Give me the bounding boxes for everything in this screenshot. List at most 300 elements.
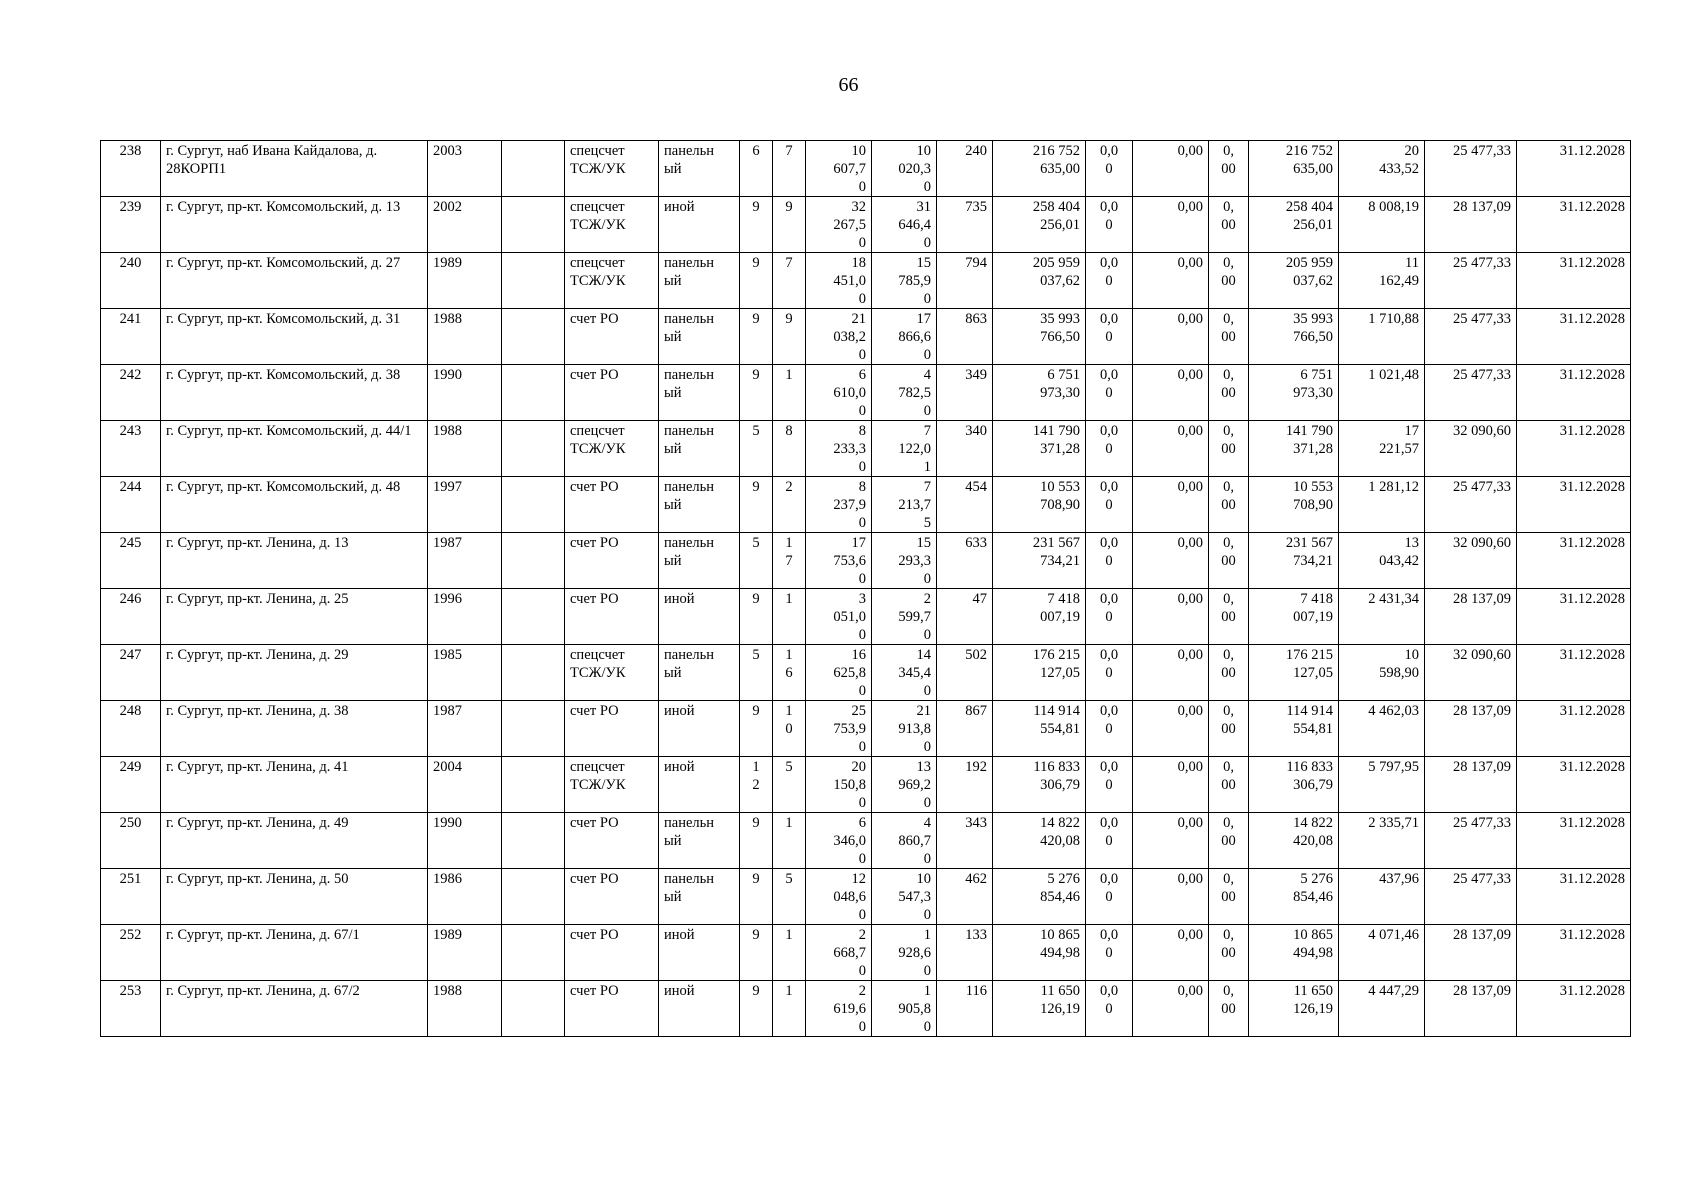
- row-number-cell: 248: [101, 701, 161, 757]
- cost-part-c-cell: 0, 00: [1209, 981, 1249, 1037]
- cost-total-cell: 258 404 256,01: [993, 197, 1086, 253]
- wall-material-cell: панельн ый: [659, 533, 740, 589]
- table-row: [101, 981, 1631, 1037]
- table-row: [101, 533, 1631, 589]
- unit-cost-cell: 13 043,42: [1339, 533, 1425, 589]
- deadline-cell: 31.12.2028: [1517, 813, 1631, 869]
- cost-part-c-cell: 0, 00: [1209, 421, 1249, 477]
- floors-count-cell: 9: [740, 253, 773, 309]
- cost-part-c-cell: 0, 00: [1209, 365, 1249, 421]
- cost-part-c-cell: 0, 00: [1209, 589, 1249, 645]
- living-area-cell: 10 020,3 0: [872, 141, 937, 197]
- wall-material-cell: панельн ый: [659, 645, 740, 701]
- max-unit-cost-cell: 28 137,09: [1425, 701, 1517, 757]
- table-row: [101, 701, 1631, 757]
- residents-count-cell: 47: [937, 589, 993, 645]
- wall-material-cell: иной: [659, 757, 740, 813]
- wall-material-cell: панельн ый: [659, 309, 740, 365]
- year-built-cell: 1987: [428, 701, 502, 757]
- total-area-cell: 6 610,0 0: [806, 365, 872, 421]
- entrances-count-cell: 1: [773, 589, 806, 645]
- cost-own-funds-cell: 176 215 127,05: [1249, 645, 1339, 701]
- deadline-cell: 31.12.2028: [1517, 981, 1631, 1037]
- cost-part-c-cell: 0, 00: [1209, 253, 1249, 309]
- cost-part-c-cell: 0, 00: [1209, 701, 1249, 757]
- cost-part-b-cell: 0,00: [1133, 645, 1209, 701]
- cost-own-funds-cell: 14 822 420,08: [1249, 813, 1339, 869]
- address-cell: г. Сургут, пр-кт. Ленина, д. 67/1: [161, 925, 428, 981]
- year-built-cell: 1996: [428, 589, 502, 645]
- total-area-cell: 20 150,8 0: [806, 757, 872, 813]
- address-cell: г. Сургут, пр-кт. Комсомольский, д. 31: [161, 309, 428, 365]
- cost-total-cell: 14 822 420,08: [993, 813, 1086, 869]
- table-row: [101, 813, 1631, 869]
- cost-own-funds-cell: 116 833 306,79: [1249, 757, 1339, 813]
- entrances-count-cell: 9: [773, 309, 806, 365]
- cost-total-cell: 10 553 708,90: [993, 477, 1086, 533]
- floors-count-cell: 9: [740, 309, 773, 365]
- unit-cost-cell: 437,96: [1339, 869, 1425, 925]
- fund-account-cell: спецсчет ТСЖ/УК: [565, 757, 659, 813]
- living-area-cell: 31 646,4 0: [872, 197, 937, 253]
- cost-part-a-cell: 0,0 0: [1086, 813, 1133, 869]
- table-row: [101, 365, 1631, 421]
- empty-cell-cell: [502, 869, 565, 925]
- living-area-cell: 21 913,8 0: [872, 701, 937, 757]
- cost-part-c-cell: 0, 00: [1209, 197, 1249, 253]
- cost-part-b-cell: 0,00: [1133, 701, 1209, 757]
- cost-total-cell: 176 215 127,05: [993, 645, 1086, 701]
- living-area-cell: 2 599,7 0: [872, 589, 937, 645]
- wall-material-cell: иной: [659, 589, 740, 645]
- cost-part-b-cell: 0,00: [1133, 925, 1209, 981]
- cost-own-funds-cell: 216 752 635,00: [1249, 141, 1339, 197]
- cost-total-cell: 141 790 371,28: [993, 421, 1086, 477]
- living-area-cell: 4 860,7 0: [872, 813, 937, 869]
- cost-own-funds-cell: 205 959 037,62: [1249, 253, 1339, 309]
- residents-count-cell: 794: [937, 253, 993, 309]
- row-number-cell: 251: [101, 869, 161, 925]
- unit-cost-cell: 5 797,95: [1339, 757, 1425, 813]
- deadline-cell: 31.12.2028: [1517, 645, 1631, 701]
- total-area-cell: 2 668,7 0: [806, 925, 872, 981]
- cost-part-a-cell: 0,0 0: [1086, 645, 1133, 701]
- cost-part-c-cell: 0, 00: [1209, 813, 1249, 869]
- year-built-cell: 1986: [428, 869, 502, 925]
- entrances-count-cell: 7: [773, 141, 806, 197]
- cost-total-cell: 7 418 007,19: [993, 589, 1086, 645]
- address-cell: г. Сургут, пр-кт. Комсомольский, д. 38: [161, 365, 428, 421]
- cost-part-b-cell: 0,00: [1133, 981, 1209, 1037]
- table-row: [101, 309, 1631, 365]
- deadline-cell: 31.12.2028: [1517, 589, 1631, 645]
- year-built-cell: 1985: [428, 645, 502, 701]
- max-unit-cost-cell: 32 090,60: [1425, 533, 1517, 589]
- max-unit-cost-cell: 32 090,60: [1425, 421, 1517, 477]
- residents-count-cell: 343: [937, 813, 993, 869]
- cost-part-c-cell: 0, 00: [1209, 869, 1249, 925]
- residents-count-cell: 240: [937, 141, 993, 197]
- fund-account-cell: спецсчет ТСЖ/УК: [565, 253, 659, 309]
- residents-count-cell: 863: [937, 309, 993, 365]
- cost-total-cell: 205 959 037,62: [993, 253, 1086, 309]
- unit-cost-cell: 11 162,49: [1339, 253, 1425, 309]
- table-row: [101, 589, 1631, 645]
- cost-part-b-cell: 0,00: [1133, 197, 1209, 253]
- cost-total-cell: 216 752 635,00: [993, 141, 1086, 197]
- cost-total-cell: 35 993 766,50: [993, 309, 1086, 365]
- cost-part-a-cell: 0,0 0: [1086, 589, 1133, 645]
- living-area-cell: 15 293,3 0: [872, 533, 937, 589]
- max-unit-cost-cell: 28 137,09: [1425, 925, 1517, 981]
- wall-material-cell: панельн ый: [659, 869, 740, 925]
- entrances-count-cell: 9: [773, 197, 806, 253]
- cost-part-c-cell: 0, 00: [1209, 141, 1249, 197]
- empty-cell-cell: [502, 701, 565, 757]
- total-area-cell: 18 451,0 0: [806, 253, 872, 309]
- row-number-cell: 240: [101, 253, 161, 309]
- empty-cell-cell: [502, 421, 565, 477]
- row-number-cell: 239: [101, 197, 161, 253]
- living-area-cell: 1 928,6 0: [872, 925, 937, 981]
- total-area-cell: 21 038,2 0: [806, 309, 872, 365]
- cost-own-funds-cell: 258 404 256,01: [1249, 197, 1339, 253]
- cost-total-cell: 231 567 734,21: [993, 533, 1086, 589]
- wall-material-cell: панельн ый: [659, 813, 740, 869]
- registry-body: [101, 141, 1631, 1037]
- residents-count-cell: 462: [937, 869, 993, 925]
- address-cell: г. Сургут, пр-кт. Ленина, д. 67/2: [161, 981, 428, 1037]
- residents-count-cell: 116: [937, 981, 993, 1037]
- table-row: [101, 477, 1631, 533]
- row-number-cell: 247: [101, 645, 161, 701]
- cost-own-funds-cell: 11 650 126,19: [1249, 981, 1339, 1037]
- wall-material-cell: панельн ый: [659, 477, 740, 533]
- total-area-cell: 10 607,7 0: [806, 141, 872, 197]
- max-unit-cost-cell: 28 137,09: [1425, 197, 1517, 253]
- empty-cell-cell: [502, 141, 565, 197]
- wall-material-cell: иной: [659, 701, 740, 757]
- wall-material-cell: иной: [659, 981, 740, 1037]
- cost-part-b-cell: 0,00: [1133, 869, 1209, 925]
- empty-cell-cell: [502, 197, 565, 253]
- residents-count-cell: 633: [937, 533, 993, 589]
- entrances-count-cell: 1: [773, 365, 806, 421]
- fund-account-cell: спецсчет ТСЖ/УК: [565, 197, 659, 253]
- max-unit-cost-cell: 25 477,33: [1425, 813, 1517, 869]
- deadline-cell: 31.12.2028: [1517, 365, 1631, 421]
- total-area-cell: 8 237,9 0: [806, 477, 872, 533]
- living-area-cell: 13 969,2 0: [872, 757, 937, 813]
- floors-count-cell: 5: [740, 645, 773, 701]
- cost-part-a-cell: 0,0 0: [1086, 141, 1133, 197]
- total-area-cell: 32 267,5 0: [806, 197, 872, 253]
- cost-own-funds-cell: 6 751 973,30: [1249, 365, 1339, 421]
- total-area-cell: 25 753,9 0: [806, 701, 872, 757]
- floors-count-cell: 5: [740, 533, 773, 589]
- unit-cost-cell: 17 221,57: [1339, 421, 1425, 477]
- year-built-cell: 1990: [428, 365, 502, 421]
- fund-account-cell: счет РО: [565, 981, 659, 1037]
- floors-count-cell: 9: [740, 701, 773, 757]
- fund-account-cell: счет РО: [565, 869, 659, 925]
- deadline-cell: 31.12.2028: [1517, 925, 1631, 981]
- cost-total-cell: 10 865 494,98: [993, 925, 1086, 981]
- floors-count-cell: 9: [740, 477, 773, 533]
- fund-account-cell: счет РО: [565, 701, 659, 757]
- cost-part-b-cell: 0,00: [1133, 533, 1209, 589]
- unit-cost-cell: 8 008,19: [1339, 197, 1425, 253]
- unit-cost-cell: 1 281,12: [1339, 477, 1425, 533]
- entrances-count-cell: 2: [773, 477, 806, 533]
- cost-part-a-cell: 0,0 0: [1086, 925, 1133, 981]
- floors-count-cell: 9: [740, 925, 773, 981]
- living-area-cell: 15 785,9 0: [872, 253, 937, 309]
- row-number-cell: 253: [101, 981, 161, 1037]
- cost-total-cell: 114 914 554,81: [993, 701, 1086, 757]
- empty-cell-cell: [502, 981, 565, 1037]
- deadline-cell: 31.12.2028: [1517, 197, 1631, 253]
- deadline-cell: 31.12.2028: [1517, 477, 1631, 533]
- address-cell: г. Сургут, пр-кт. Ленина, д. 49: [161, 813, 428, 869]
- entrances-count-cell: 1: [773, 925, 806, 981]
- cost-part-a-cell: 0,0 0: [1086, 533, 1133, 589]
- address-cell: г. Сургут, пр-кт. Ленина, д. 38: [161, 701, 428, 757]
- entrances-count-cell: 1 7: [773, 533, 806, 589]
- year-built-cell: 1990: [428, 813, 502, 869]
- total-area-cell: 6 346,0 0: [806, 813, 872, 869]
- residents-count-cell: 340: [937, 421, 993, 477]
- residents-count-cell: 502: [937, 645, 993, 701]
- empty-cell-cell: [502, 757, 565, 813]
- cost-own-funds-cell: 10 865 494,98: [1249, 925, 1339, 981]
- living-area-cell: 17 866,6 0: [872, 309, 937, 365]
- cost-part-c-cell: 0, 00: [1209, 533, 1249, 589]
- cost-total-cell: 116 833 306,79: [993, 757, 1086, 813]
- fund-account-cell: счет РО: [565, 477, 659, 533]
- entrances-count-cell: 8: [773, 421, 806, 477]
- living-area-cell: 4 782,5 0: [872, 365, 937, 421]
- fund-account-cell: спецсчет ТСЖ/УК: [565, 421, 659, 477]
- cost-part-a-cell: 0,0 0: [1086, 253, 1133, 309]
- cost-part-b-cell: 0,00: [1133, 757, 1209, 813]
- cost-part-b-cell: 0,00: [1133, 309, 1209, 365]
- cost-part-a-cell: 0,0 0: [1086, 757, 1133, 813]
- row-number-cell: 241: [101, 309, 161, 365]
- year-built-cell: 1988: [428, 981, 502, 1037]
- cost-part-b-cell: 0,00: [1133, 813, 1209, 869]
- fund-account-cell: счет РО: [565, 533, 659, 589]
- cost-total-cell: 5 276 854,46: [993, 869, 1086, 925]
- entrances-count-cell: 1 6: [773, 645, 806, 701]
- deadline-cell: 31.12.2028: [1517, 701, 1631, 757]
- total-area-cell: 17 753,6 0: [806, 533, 872, 589]
- fund-account-cell: счет РО: [565, 925, 659, 981]
- cost-own-funds-cell: 114 914 554,81: [1249, 701, 1339, 757]
- cost-part-b-cell: 0,00: [1133, 421, 1209, 477]
- table-row: [101, 421, 1631, 477]
- wall-material-cell: панельн ый: [659, 141, 740, 197]
- floors-count-cell: 9: [740, 981, 773, 1037]
- table-row: [101, 197, 1631, 253]
- empty-cell-cell: [502, 253, 565, 309]
- living-area-cell: 10 547,3 0: [872, 869, 937, 925]
- year-built-cell: 1989: [428, 253, 502, 309]
- deadline-cell: 31.12.2028: [1517, 869, 1631, 925]
- floors-count-cell: 9: [740, 869, 773, 925]
- max-unit-cost-cell: 25 477,33: [1425, 253, 1517, 309]
- cost-part-c-cell: 0, 00: [1209, 757, 1249, 813]
- deadline-cell: 31.12.2028: [1517, 421, 1631, 477]
- cost-own-funds-cell: 141 790 371,28: [1249, 421, 1339, 477]
- wall-material-cell: иной: [659, 197, 740, 253]
- cost-part-a-cell: 0,0 0: [1086, 701, 1133, 757]
- unit-cost-cell: 4 447,29: [1339, 981, 1425, 1037]
- row-number-cell: 250: [101, 813, 161, 869]
- address-cell: г. Сургут, пр-кт. Комсомольский, д. 44/1: [161, 421, 428, 477]
- cost-part-c-cell: 0, 00: [1209, 645, 1249, 701]
- empty-cell-cell: [502, 645, 565, 701]
- unit-cost-cell: 4 462,03: [1339, 701, 1425, 757]
- row-number-cell: 244: [101, 477, 161, 533]
- wall-material-cell: панельн ый: [659, 365, 740, 421]
- fund-account-cell: счет РО: [565, 813, 659, 869]
- table-row: [101, 925, 1631, 981]
- floors-count-cell: 9: [740, 813, 773, 869]
- cost-part-b-cell: 0,00: [1133, 477, 1209, 533]
- table-row: [101, 141, 1631, 197]
- unit-cost-cell: 2 431,34: [1339, 589, 1425, 645]
- floors-count-cell: 5: [740, 421, 773, 477]
- unit-cost-cell: 2 335,71: [1339, 813, 1425, 869]
- empty-cell-cell: [502, 925, 565, 981]
- cost-part-b-cell: 0,00: [1133, 253, 1209, 309]
- floors-count-cell: 9: [740, 197, 773, 253]
- cost-part-b-cell: 0,00: [1133, 589, 1209, 645]
- cost-part-c-cell: 0, 00: [1209, 925, 1249, 981]
- empty-cell-cell: [502, 477, 565, 533]
- cost-part-c-cell: 0, 00: [1209, 477, 1249, 533]
- cost-part-a-cell: 0,0 0: [1086, 869, 1133, 925]
- fund-account-cell: спецсчет ТСЖ/УК: [565, 141, 659, 197]
- row-number-cell: 242: [101, 365, 161, 421]
- page-number: 66: [838, 74, 859, 96]
- address-cell: г. Сургут, пр-кт. Ленина, д. 41: [161, 757, 428, 813]
- max-unit-cost-cell: 25 477,33: [1425, 141, 1517, 197]
- address-cell: г. Сургут, наб Ивана Кайдалова, д. 28КОРП1: [161, 141, 428, 197]
- row-number-cell: 246: [101, 589, 161, 645]
- address-cell: г. Сургут, пр-кт. Комсомольский, д. 48: [161, 477, 428, 533]
- max-unit-cost-cell: 25 477,33: [1425, 309, 1517, 365]
- floors-count-cell: 9: [740, 365, 773, 421]
- address-cell: г. Сургут, пр-кт. Ленина, д. 29: [161, 645, 428, 701]
- residents-count-cell: 735: [937, 197, 993, 253]
- max-unit-cost-cell: 28 137,09: [1425, 589, 1517, 645]
- cost-part-b-cell: 0,00: [1133, 365, 1209, 421]
- row-number-cell: 238: [101, 141, 161, 197]
- address-cell: г. Сургут, пр-кт. Ленина, д. 13: [161, 533, 428, 589]
- unit-cost-cell: 20 433,52: [1339, 141, 1425, 197]
- table-row: [101, 253, 1631, 309]
- total-area-cell: 8 233,3 0: [806, 421, 872, 477]
- cost-own-funds-cell: 7 418 007,19: [1249, 589, 1339, 645]
- total-area-cell: 12 048,6 0: [806, 869, 872, 925]
- living-area-cell: 7 213,7 5: [872, 477, 937, 533]
- residents-count-cell: 867: [937, 701, 993, 757]
- empty-cell-cell: [502, 533, 565, 589]
- cost-part-a-cell: 0,0 0: [1086, 981, 1133, 1037]
- row-number-cell: 249: [101, 757, 161, 813]
- floors-count-cell: 6: [740, 141, 773, 197]
- residents-count-cell: 349: [937, 365, 993, 421]
- total-area-cell: 2 619,6 0: [806, 981, 872, 1037]
- year-built-cell: 1987: [428, 533, 502, 589]
- cost-part-a-cell: 0,0 0: [1086, 365, 1133, 421]
- cost-part-b-cell: 0,00: [1133, 141, 1209, 197]
- empty-cell-cell: [502, 589, 565, 645]
- fund-account-cell: счет РО: [565, 365, 659, 421]
- unit-cost-cell: 10 598,90: [1339, 645, 1425, 701]
- living-area-cell: 14 345,4 0: [872, 645, 937, 701]
- year-built-cell: 2002: [428, 197, 502, 253]
- cost-own-funds-cell: 35 993 766,50: [1249, 309, 1339, 365]
- address-cell: г. Сургут, пр-кт. Ленина, д. 25: [161, 589, 428, 645]
- cost-part-a-cell: 0,0 0: [1086, 421, 1133, 477]
- floors-count-cell: 1 2: [740, 757, 773, 813]
- address-cell: г. Сургут, пр-кт. Комсомольский, д. 13: [161, 197, 428, 253]
- fund-account-cell: спецсчет ТСЖ/УК: [565, 645, 659, 701]
- unit-cost-cell: 1 710,88: [1339, 309, 1425, 365]
- row-number-cell: 243: [101, 421, 161, 477]
- empty-cell-cell: [502, 309, 565, 365]
- empty-cell-cell: [502, 365, 565, 421]
- entrances-count-cell: 1: [773, 813, 806, 869]
- living-area-cell: 1 905,8 0: [872, 981, 937, 1037]
- max-unit-cost-cell: 32 090,60: [1425, 645, 1517, 701]
- empty-cell-cell: [502, 813, 565, 869]
- table-row: [101, 645, 1631, 701]
- residents-count-cell: 454: [937, 477, 993, 533]
- total-area-cell: 16 625,8 0: [806, 645, 872, 701]
- row-number-cell: 252: [101, 925, 161, 981]
- deadline-cell: 31.12.2028: [1517, 253, 1631, 309]
- max-unit-cost-cell: 25 477,33: [1425, 869, 1517, 925]
- year-built-cell: 2004: [428, 757, 502, 813]
- address-cell: г. Сургут, пр-кт. Комсомольский, д. 27: [161, 253, 428, 309]
- cost-part-a-cell: 0,0 0: [1086, 309, 1133, 365]
- cost-part-a-cell: 0,0 0: [1086, 197, 1133, 253]
- year-built-cell: 1988: [428, 309, 502, 365]
- cost-own-funds-cell: 231 567 734,21: [1249, 533, 1339, 589]
- deadline-cell: 31.12.2028: [1517, 309, 1631, 365]
- floors-count-cell: 9: [740, 589, 773, 645]
- max-unit-cost-cell: 25 477,33: [1425, 365, 1517, 421]
- entrances-count-cell: 1: [773, 981, 806, 1037]
- unit-cost-cell: 1 021,48: [1339, 365, 1425, 421]
- unit-cost-cell: 4 071,46: [1339, 925, 1425, 981]
- fund-account-cell: счет РО: [565, 589, 659, 645]
- entrances-count-cell: 5: [773, 757, 806, 813]
- table-row: [101, 869, 1631, 925]
- cost-part-c-cell: 0, 00: [1209, 309, 1249, 365]
- year-built-cell: 1997: [428, 477, 502, 533]
- residents-count-cell: 192: [937, 757, 993, 813]
- cost-part-a-cell: 0,0 0: [1086, 477, 1133, 533]
- deadline-cell: 31.12.2028: [1517, 141, 1631, 197]
- entrances-count-cell: 5: [773, 869, 806, 925]
- wall-material-cell: иной: [659, 925, 740, 981]
- cost-own-funds-cell: 5 276 854,46: [1249, 869, 1339, 925]
